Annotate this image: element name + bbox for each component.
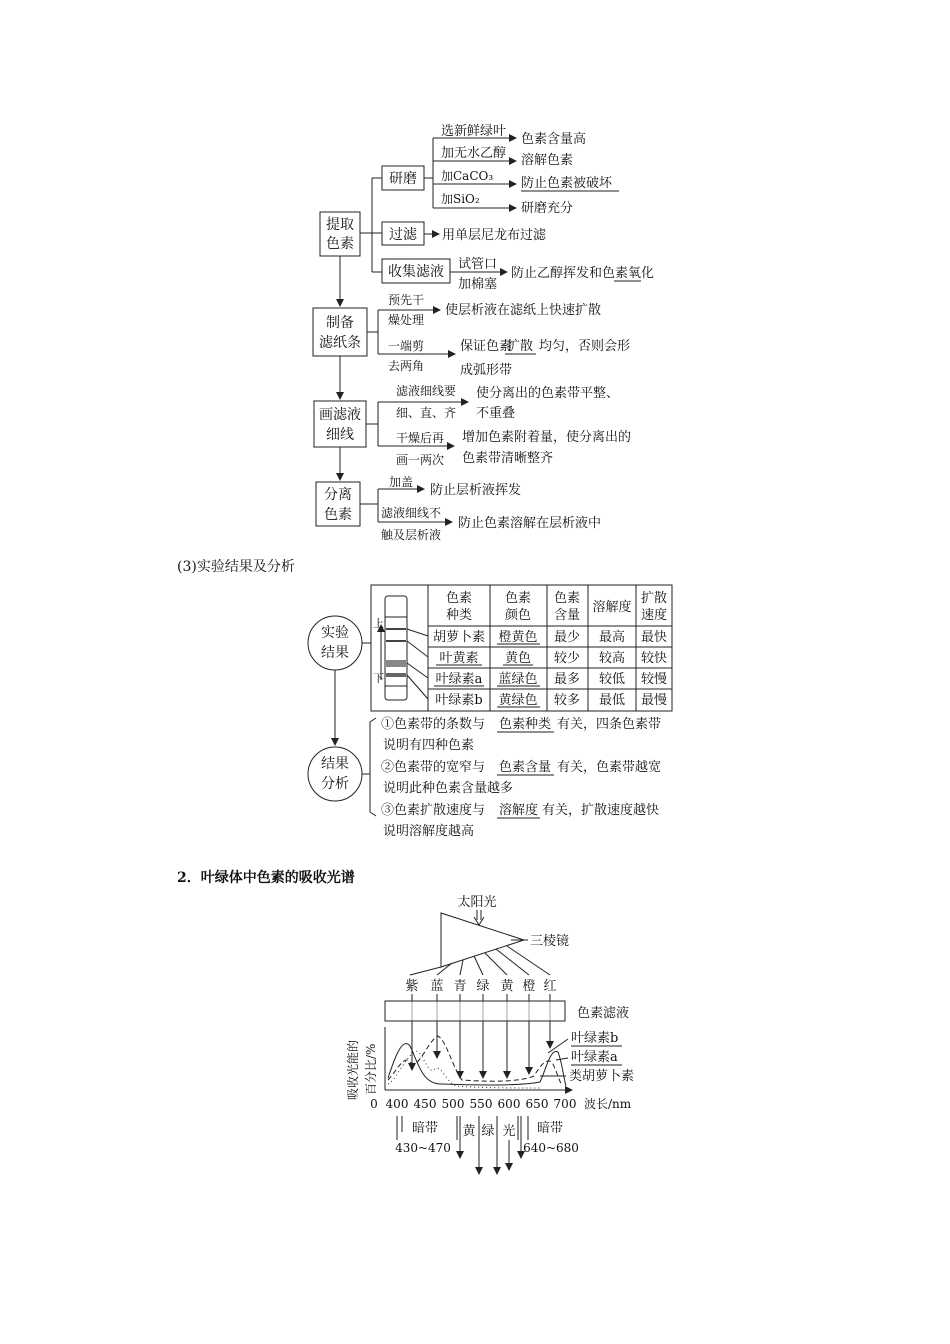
analysis-3-underlined: 溶解度 <box>499 803 539 818</box>
analysis-3a: ③色素扩散速度与 <box>381 803 486 818</box>
cell-r2-content: 较少 <box>553 651 581 666</box>
x-tick-700: 700 <box>553 1097 577 1111</box>
dark-band-1-range: 430~470 <box>395 1141 451 1155</box>
prepare-paper-box <box>313 308 367 356</box>
header-solubility: 溶解度 <box>592 600 632 615</box>
cell-r4-speed: 最慢 <box>640 693 668 708</box>
cell-r2-solubility: 较高 <box>598 651 626 666</box>
analysis-2b: 有关，色素带越宽 <box>557 760 662 775</box>
grind-cond-1: 选新鲜绿叶 <box>441 124 507 139</box>
cell-r2-color: 黄色 <box>504 651 532 666</box>
cell-r1-color: 橙黄色 <box>498 630 538 645</box>
analysis-circle-label-2: 分析 <box>321 776 349 792</box>
x-tick-550: 550 <box>469 1097 493 1111</box>
x-tick-0: 0 <box>370 1097 378 1111</box>
results-circle <box>308 616 362 670</box>
separate-pigment-box <box>316 482 360 526</box>
grind-result-2: 溶解色素 <box>521 153 574 168</box>
header-type-2: 种类 <box>445 608 473 623</box>
paper-result-1: 使层析液在滤纸上快速扩散 <box>445 303 602 318</box>
separate-result-2: 防止色素溶解在层析液中 <box>458 516 602 531</box>
paper-result-2a: 保证色素 <box>460 339 513 354</box>
collect-cond-2: 加棉塞 <box>458 277 498 292</box>
paper-result-2-underlined: 扩散 <box>507 339 534 354</box>
strip-up-label: 上 <box>373 617 384 630</box>
x-tick-650: 650 <box>525 1097 549 1111</box>
cell-r3-solubility: 较低 <box>598 672 626 687</box>
cell-r4-content: 较多 <box>553 693 581 708</box>
separate-label-1: 分离 <box>324 487 352 503</box>
yellow-green-2: 绿 <box>481 1124 495 1139</box>
header-type-1: 色素 <box>445 591 473 606</box>
x-tick-450: 450 <box>413 1097 437 1111</box>
line-cond-1a: 滤液细线要 <box>396 384 457 398</box>
color-red: 红 <box>543 979 557 994</box>
paper-result-2b: 均匀，否则会形 <box>539 339 631 354</box>
extract-label-1: 提取 <box>326 217 354 233</box>
analysis-circle-label-1: 结果 <box>321 756 349 772</box>
line-result-2b: 色素带清晰整齐 <box>462 451 554 466</box>
y-label-2: 百分比/% <box>364 1043 378 1095</box>
filter-label: 色素滤液 <box>577 1006 630 1021</box>
analysis-1b: 有关，四条色素带 <box>557 717 662 732</box>
x-tick-400: 400 <box>385 1097 409 1111</box>
paper-cond-1b: 燥处理 <box>388 313 425 327</box>
separate-cond-1: 加盖 <box>389 475 414 489</box>
grind-result-3: 防止色素被破坏 <box>521 176 613 191</box>
curve-legend <box>540 1031 634 1084</box>
dark-band-1 <box>395 1116 451 1155</box>
color-orange: 橙 <box>522 979 536 994</box>
collect-box <box>382 259 450 283</box>
flowchart <box>313 123 654 542</box>
strip-down-label: 下 <box>373 672 384 685</box>
analysis-text <box>381 716 661 839</box>
spectrum-color-labels <box>405 978 556 994</box>
cell-r1-type: 胡萝卜素 <box>432 630 486 645</box>
section-3-title: (3)实验结果及分析 <box>177 559 295 575</box>
absorption-spectrum-diagram <box>345 894 634 1174</box>
chlorophyll-a-curve <box>388 1044 566 1086</box>
chromatography-strip <box>373 596 428 700</box>
sunlight-label: 太阳光 <box>457 895 497 910</box>
paper-cond-2b: 去两角 <box>388 359 425 373</box>
carotenoid-curve <box>388 1051 540 1088</box>
analysis-3c: 说明溶解度越高 <box>383 824 475 839</box>
grind-cond-2: 加无水乙醇 <box>441 146 507 161</box>
cell-r3-speed: 较慢 <box>640 672 668 687</box>
cell-r4-color: 黄绿色 <box>498 693 538 708</box>
header-speed-1: 扩散 <box>640 591 668 606</box>
cell-r3-content: 最多 <box>553 672 581 687</box>
absorption-curves <box>388 1036 566 1088</box>
header-color-1: 色素 <box>504 591 532 606</box>
results-circle-label-1: 实验 <box>321 625 349 641</box>
cell-r1-speed: 最快 <box>640 630 668 645</box>
dark-band-1-label: 暗带 <box>411 1121 439 1136</box>
draw-line-box <box>314 401 366 447</box>
collect-result: 防止乙醇挥发和色素氧化 <box>511 266 655 281</box>
filter-result: 用单层尼龙布过滤 <box>442 228 547 243</box>
grind-result-1: 色素含量高 <box>521 132 587 147</box>
line-cond-2a: 干燥后再 <box>396 431 445 445</box>
collect-cond-1: 试管口 <box>458 257 498 272</box>
legend-chlorophyll-a: 叶绿素a <box>571 1050 618 1065</box>
line-result-1b: 不重叠 <box>476 406 516 421</box>
pigment-filter <box>385 1001 565 1021</box>
paper-result-2c: 成弧形带 <box>460 363 513 378</box>
analysis-1a: ①色素带的条数与 <box>381 717 486 732</box>
x-axis-ticks <box>370 1096 632 1111</box>
grind-cond-4: 加SiO₂ <box>441 192 480 206</box>
filter-box <box>382 222 424 245</box>
results-circle-label-2: 结果 <box>321 645 349 661</box>
grind-cond-3: 加CaCO₃ <box>441 169 494 183</box>
chlorophyll-b-curve <box>388 1036 562 1086</box>
line-result-1a: 使分离出的色素带平整、 <box>476 386 620 401</box>
paper-cond-1a: 预先干 <box>388 293 425 307</box>
analysis-2c: 说明此种色素含量越多 <box>383 781 514 796</box>
yellow-green-1: 黄 <box>462 1124 476 1139</box>
cell-r4-type: 叶绿素b <box>435 693 483 708</box>
grind-box <box>382 166 424 190</box>
color-cyan: 青 <box>453 979 467 994</box>
prism-label: 三棱镜 <box>530 934 570 949</box>
line-cond-1b: 细、直、齐 <box>396 406 457 420</box>
header-content-1: 色素 <box>553 591 581 606</box>
paper-cond-2a: 一端剪 <box>388 339 425 353</box>
cell-r3-type: 叶绿素a <box>435 672 483 687</box>
yellow-green-3: 光 <box>502 1124 516 1139</box>
analysis-circle <box>308 747 362 801</box>
separate-cond-2b: 触及层析液 <box>381 528 442 542</box>
color-yellow: 黄 <box>500 979 514 994</box>
color-blue: 蓝 <box>430 979 444 994</box>
pigment-table <box>428 585 672 711</box>
x-axis-unit: 波长/nm <box>584 1097 632 1111</box>
header-speed-2: 速度 <box>640 608 668 623</box>
color-violet: 紫 <box>405 979 419 994</box>
x-tick-500: 500 <box>441 1097 465 1111</box>
dark-band-2-label: 暗带 <box>536 1121 564 1136</box>
separate-result-1: 防止层析液挥发 <box>430 483 522 498</box>
grind-result-4: 研磨充分 <box>521 201 574 216</box>
analysis-2a: ②色素带的宽窄与 <box>381 760 486 775</box>
paper-label-1: 制备 <box>326 315 354 331</box>
color-green: 绿 <box>476 979 490 994</box>
separate-label-2: 色素 <box>324 507 352 523</box>
section-2-title: 2．叶绿体中色素的吸收光谱 <box>177 870 355 886</box>
cell-r4-solubility: 最低 <box>598 693 626 708</box>
dark-band-2-range: 640~680 <box>523 1141 579 1155</box>
analysis-1c: 说明有四种色素 <box>383 738 475 753</box>
filter-label: 过滤 <box>389 227 417 243</box>
extract-pigment-box <box>320 212 360 256</box>
x-tick-600: 600 <box>497 1097 521 1111</box>
line-result-2a: 增加色素附着量，使分离出的 <box>462 430 632 445</box>
analysis-3b: 有关，扩散速度越快 <box>542 803 660 818</box>
legend-carotenoid: 类胡萝卜素 <box>569 1069 635 1084</box>
cell-r2-speed: 较快 <box>640 651 668 666</box>
collect-label: 收集滤液 <box>388 264 444 280</box>
analysis-2-underlined: 色素含量 <box>499 760 552 775</box>
header-color-2: 颜色 <box>504 608 532 623</box>
line-cond-2b: 画一两次 <box>396 453 445 467</box>
analysis-1-underlined: 色素种类 <box>499 717 552 732</box>
extract-label-2: 色素 <box>326 236 354 252</box>
header-content-2: 含量 <box>553 608 581 623</box>
cell-r1-content: 最少 <box>553 630 581 645</box>
cell-r2-type: 叶黄素 <box>439 651 479 666</box>
separate-cond-2a: 滤液细线不 <box>381 506 442 520</box>
results-diagram <box>308 585 672 839</box>
grind-label: 研磨 <box>389 171 417 187</box>
yellow-green-light <box>457 1116 518 1174</box>
y-label-1: 吸收光能的 <box>346 1039 360 1100</box>
cell-r3-color: 蓝绿色 <box>498 672 538 687</box>
line-label-2: 细线 <box>326 427 354 443</box>
cell-r1-solubility: 最高 <box>598 630 626 645</box>
legend-chlorophyll-b: 叶绿素b <box>571 1031 619 1046</box>
line-label-1: 画滤液 <box>319 407 361 423</box>
paper-label-2: 滤纸条 <box>319 335 361 351</box>
dark-band-2 <box>521 1116 579 1158</box>
